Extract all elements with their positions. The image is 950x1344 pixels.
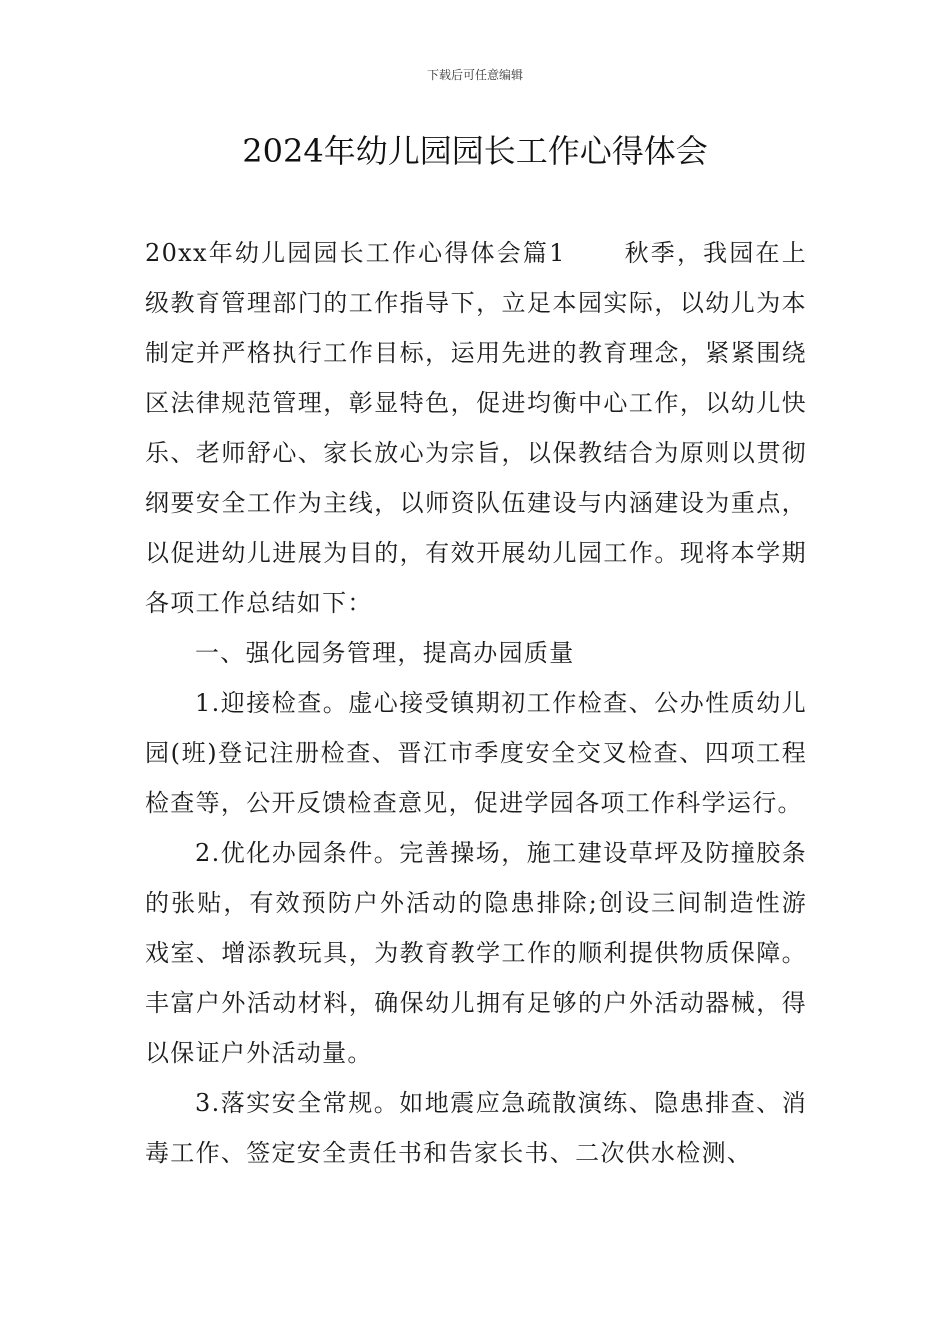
intro-text: 秋季，我园在上级教育管理部门的工作指导下，立足本园实际，以幼儿为本制定并严格执行工作目标，运用先进的教育理念，紧紧围绕区法律规范管理，彰显特色，促进均衡中心工作，以幼儿快乐、老师舒心、家长放心为宗旨，以保教结合为原则以贯彻纲要安全工作为主线，以师资队伍建设与内涵建设为重点，以促进幼儿进展为目的，有效开展幼儿园工作。现将本学期各项工作总结如下： — [145, 239, 807, 617]
item-1-paragraph: 1.迎接检查。虚心接受镇期初工作检查、公办性质幼儿园(班)登记注册检查、晋江市季度安全交叉检查、四项工程检查等，公开反馈检查意见，促进学园各项工作科学运行。 — [145, 689, 807, 817]
section-1-heading: 一、强化园务管理，提高办园质量 — [195, 639, 575, 667]
intro-heading: 20xx年幼儿园园长工作心得体会篇1 — [145, 239, 566, 267]
document-title: 2024年幼儿园园长工作心得体会 — [242, 132, 708, 170]
document-body — [145, 228, 807, 1178]
item-2-paragraph: 2.优化办园条件。完善操场，施工建设草坪及防撞胶条的张贴，有效预防户外活动的隐患排除;创设三间制造性游戏室、增添教玩具，为教育教学工作的顺利提供物质保障。丰富户外活动材料，确保幼儿拥有足够的户外活动器械，得以保证户外活动量。 — [145, 839, 807, 1067]
intro-paragraph — [145, 228, 807, 628]
item-3-paragraph: 3.落实安全常规。如地震应急疏散演练、隐患排查、消毒工作、签定安全责任书和告家长书、二次供水检测、 — [145, 1089, 807, 1167]
header-note: 下载后可任意编辑 — [426, 68, 523, 82]
